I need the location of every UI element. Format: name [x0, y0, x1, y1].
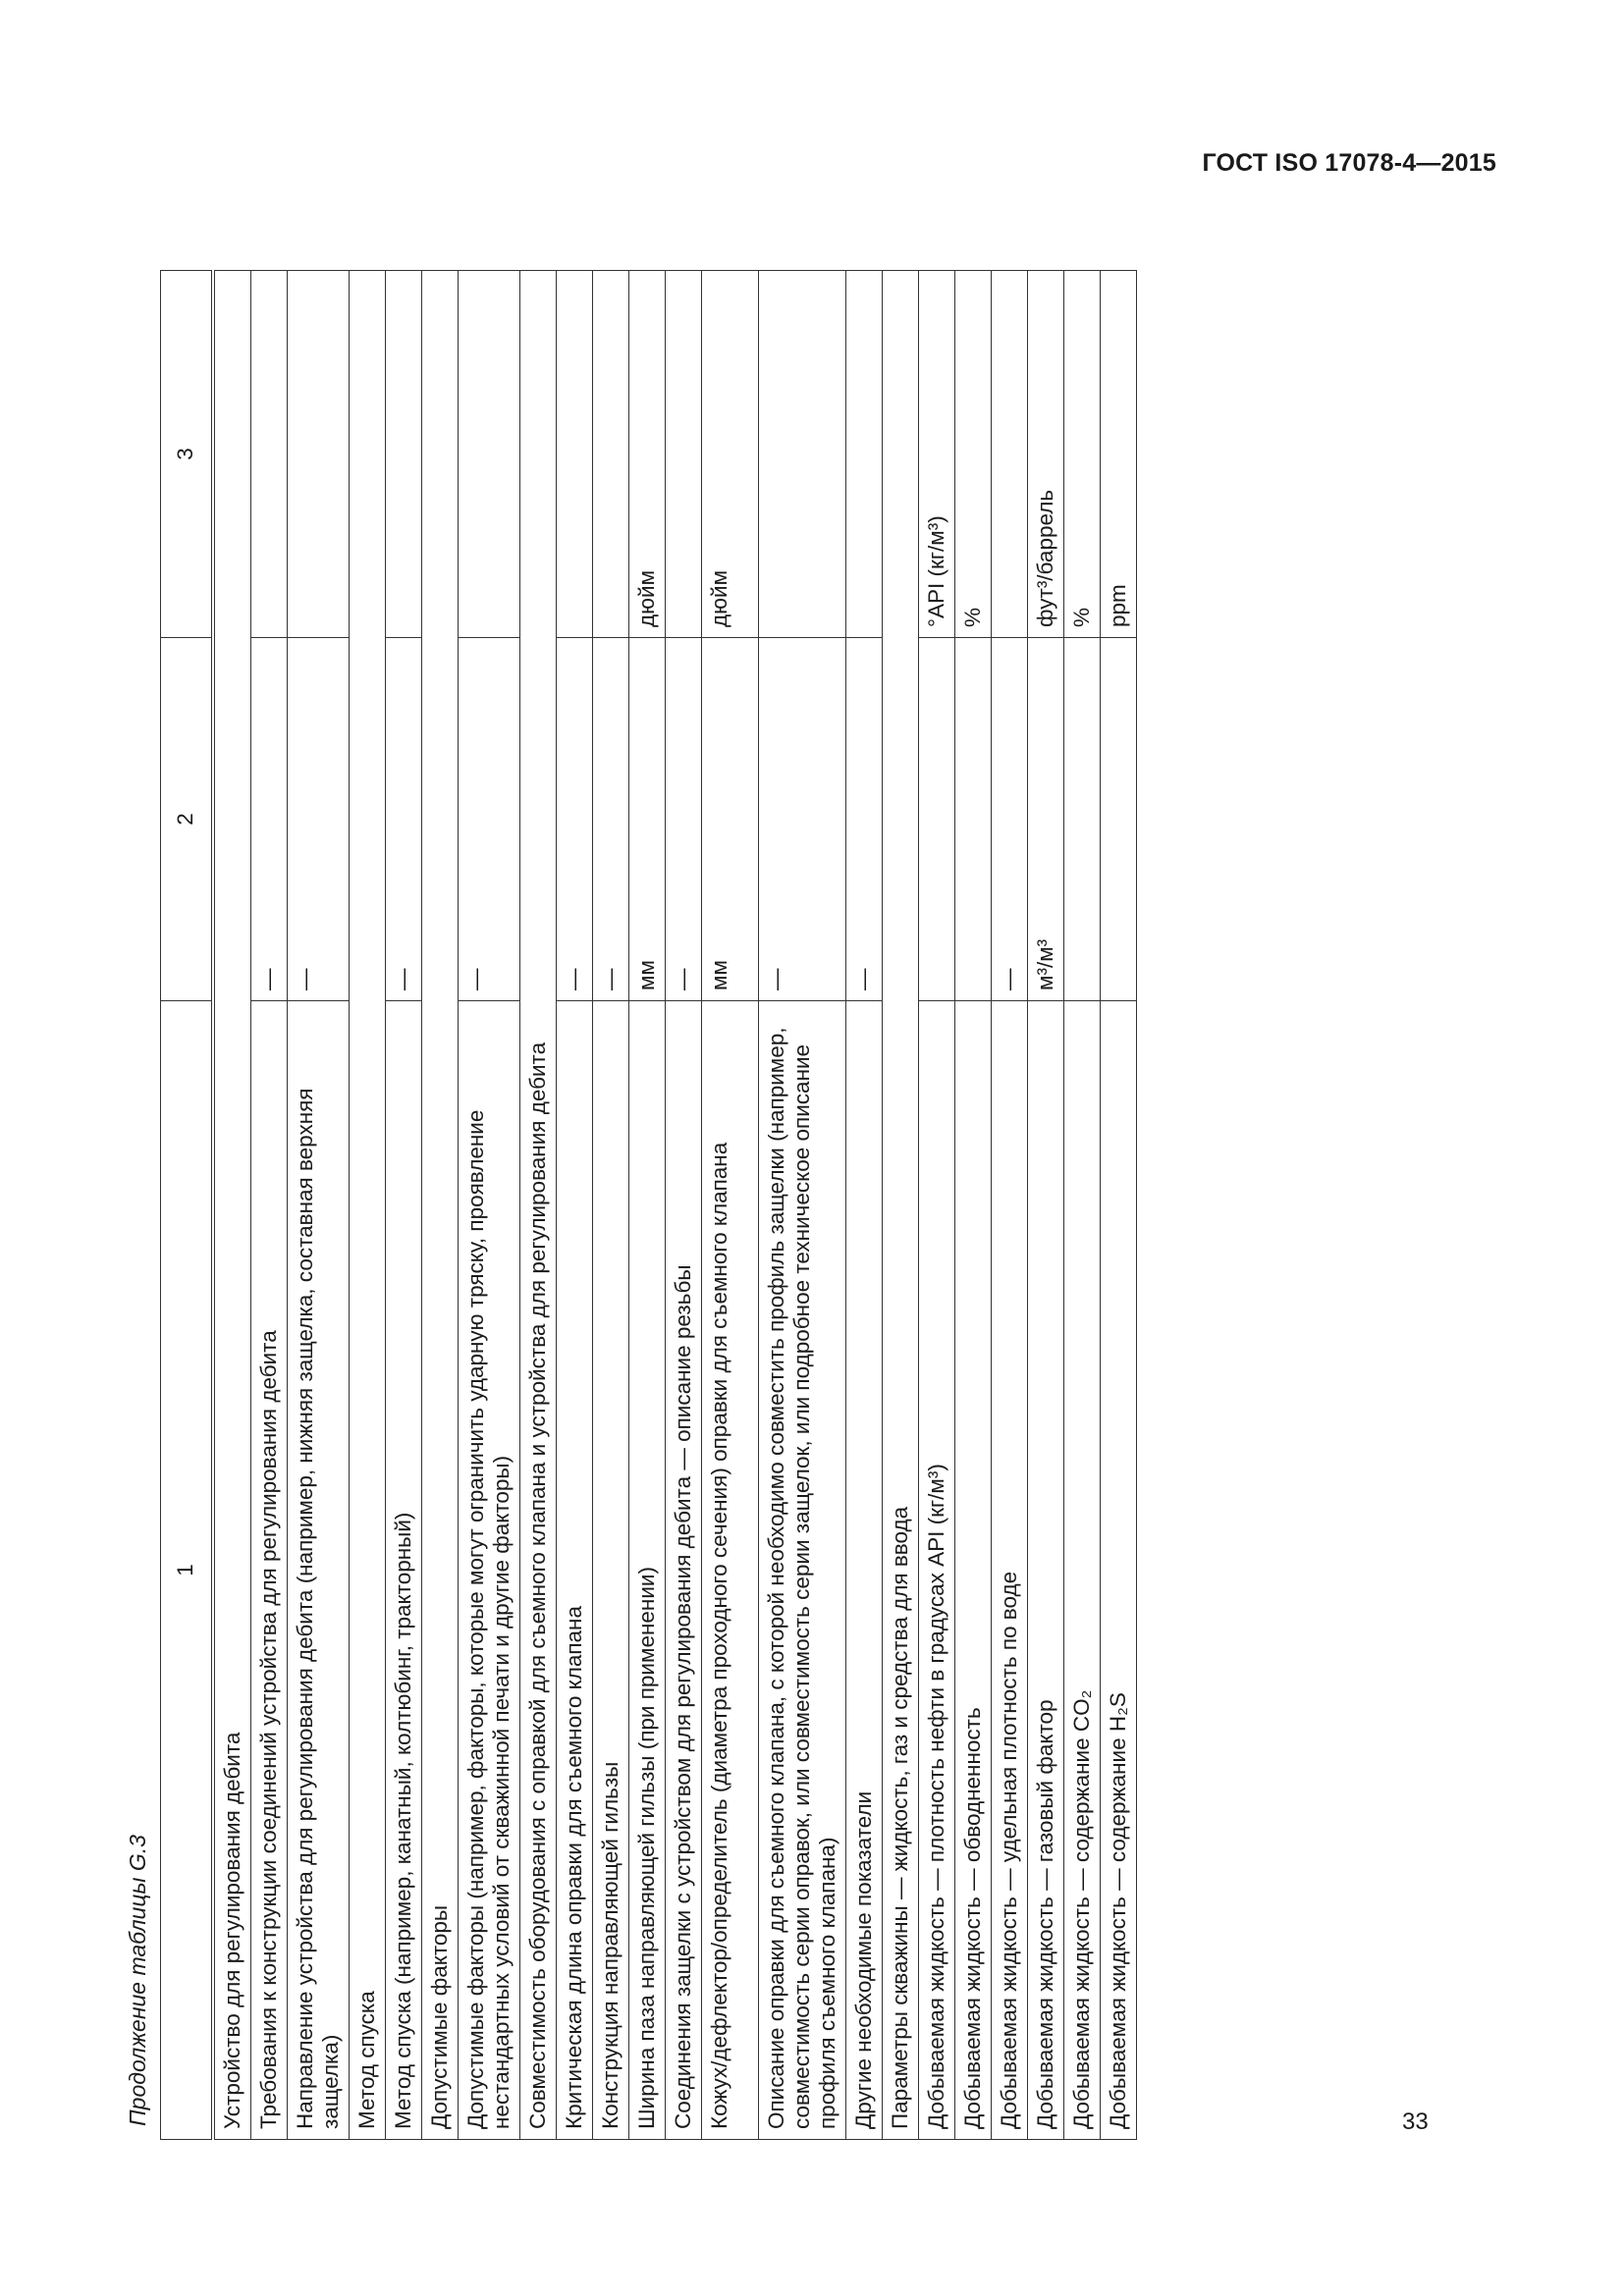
table-row — [1064, 271, 1101, 2140]
unit-usc-cell: дюйм — [629, 271, 666, 638]
spec-table — [160, 270, 1137, 2140]
unit-si-cell — [919, 638, 955, 1001]
unit-usc-cell — [666, 271, 702, 638]
row-label: Добываемая жидкость — удельная плотность по воде — [992, 1001, 1028, 2140]
row-label: Метод спуска (например, канатный, колтюбинг, тракторный) — [386, 1001, 422, 2140]
table-row — [883, 271, 919, 2140]
unit-usc-cell — [593, 271, 629, 638]
section-label-text: Метод спуска — [354, 1991, 379, 2129]
unit-usc-cell — [759, 271, 846, 638]
unit-si-cell: — — [593, 638, 629, 1001]
row-label: Добываемая жидкость — содержание CO₂ — [1064, 1001, 1101, 2140]
row-label: Кожух/дефлектор/определитель (диаметра проходного сечения) оправки для съемного клапана — [702, 1001, 759, 2140]
section-label-text: Допустимые факторы — [427, 1904, 452, 2129]
column-header: 1 — [161, 1001, 214, 2140]
unit-usc-cell: % — [1064, 271, 1101, 638]
unit-si-cell: — — [557, 638, 593, 1001]
unit-si-cell: м³/м³ — [1028, 638, 1064, 1001]
section-label-text: Параметры скважины — жидкость, газ и средства для ввода — [888, 1506, 912, 2129]
table-row — [955, 271, 992, 2140]
section-label — [883, 271, 919, 2140]
table-row — [520, 271, 557, 2140]
table-row — [213, 271, 251, 2140]
table-row — [702, 271, 759, 2140]
unit-usc-cell — [557, 271, 593, 638]
row-label: Направление устройства для регулирования дебита (например, нижняя защелка, составная верхняя защелка) — [288, 1001, 350, 2140]
unit-usc-cell — [288, 271, 350, 638]
table-row — [992, 271, 1028, 2140]
unit-si-cell: мм — [629, 638, 666, 1001]
section-label — [213, 271, 251, 2140]
section-label-text: Устройство для регулирования дебита — [220, 1732, 244, 2129]
table-row — [288, 271, 350, 2140]
column-header: 3 — [161, 271, 214, 638]
row-label: Совместимость оборудования с оправкой для съемного клапана и устройства для регулирования дебита — [520, 271, 557, 2140]
unit-si-cell: — — [846, 638, 883, 1001]
table-row — [557, 271, 593, 2140]
table-row — [593, 271, 629, 2140]
unit-usc-cell: % — [955, 271, 992, 638]
table-row — [919, 271, 955, 2140]
unit-usc-cell: °API (кг/м³) — [919, 271, 955, 638]
table-row — [251, 271, 288, 2140]
table-row — [1101, 271, 1137, 2140]
table-caption: Продолжение таблицы G.3 — [125, 1835, 150, 2126]
unit-si-cell: — — [251, 638, 288, 1001]
row-label: Добываемая жидкость — обводненность — [955, 1001, 992, 2140]
rotated-table-container — [115, 261, 1329, 2140]
unit-usc-cell — [251, 271, 288, 638]
table-row — [759, 271, 846, 2140]
unit-si-cell — [1101, 638, 1137, 1001]
section-label — [350, 271, 386, 2140]
unit-usc-cell: дюйм — [702, 271, 759, 638]
unit-si-cell: — — [759, 638, 846, 1001]
unit-usc-cell: фут³/баррель — [1028, 271, 1064, 638]
row-label: Требования к конструкции соединений устройства для регулирования дебита — [251, 1001, 288, 2140]
unit-si-cell: — — [992, 638, 1028, 1001]
table-row — [629, 271, 666, 2140]
page-number: 33 — [1402, 2109, 1429, 2135]
unit-usc-cell — [459, 271, 520, 638]
unit-si-cell — [955, 638, 992, 1001]
table-row — [386, 271, 422, 2140]
row-label: Соединения защелки с устройством для регулирования дебита — описание резьбы — [666, 1001, 702, 2140]
row-label: Добываемая жидкость — содержание H₂S — [1101, 1001, 1137, 2140]
standard-code: ГОСТ ISO 17078-4—2015 — [1202, 149, 1496, 177]
unit-si-cell: — — [386, 638, 422, 1001]
unit-si-cell — [1064, 638, 1101, 1001]
unit-si-cell: — — [288, 638, 350, 1001]
table-row — [666, 271, 702, 2140]
table-header-row — [161, 271, 214, 2140]
unit-si-cell: — — [666, 638, 702, 1001]
unit-usc-cell — [846, 271, 883, 638]
row-label: Другие необходимые показатели — [846, 1001, 883, 2140]
row-label: Ширина паза направляющей гильзы (при применении) — [629, 1001, 666, 2140]
row-label: Критическая длина оправки для съемного клапана — [557, 1001, 593, 2140]
section-label — [422, 271, 459, 2140]
row-label: Конструкция направляющей гильзы — [593, 1001, 629, 2140]
unit-si-cell: — — [459, 638, 520, 1001]
unit-usc-cell: ppm — [1101, 271, 1137, 638]
row-label: Описание оправки для съемного клапана, с которой необходимо совместить профиль защелки (например, совместимость серии оправок, или совместимость серии защелок, или подробное техническое описание профиля съемного клапана) — [759, 1001, 846, 2140]
row-label: Допустимые факторы (например, факторы, которые могут ограничить ударную тряску, проявление нестандартных условий от скважинной печати и другие факторы) — [459, 1001, 520, 2140]
row-label: Добываемая жидкость — газовый фактор — [1028, 1001, 1064, 2140]
table-row — [459, 271, 520, 2140]
unit-usc-cell — [386, 271, 422, 638]
table-row — [350, 271, 386, 2140]
column-header: 2 — [161, 638, 214, 1001]
unit-si-cell: мм — [702, 638, 759, 1001]
unit-usc-cell — [992, 271, 1028, 638]
table-row — [1028, 271, 1064, 2140]
table-row — [422, 271, 459, 2140]
row-label: Добываемая жидкость — плотность нефти в градусах API (кг/м³) — [919, 1001, 955, 2140]
table-row — [846, 271, 883, 2140]
